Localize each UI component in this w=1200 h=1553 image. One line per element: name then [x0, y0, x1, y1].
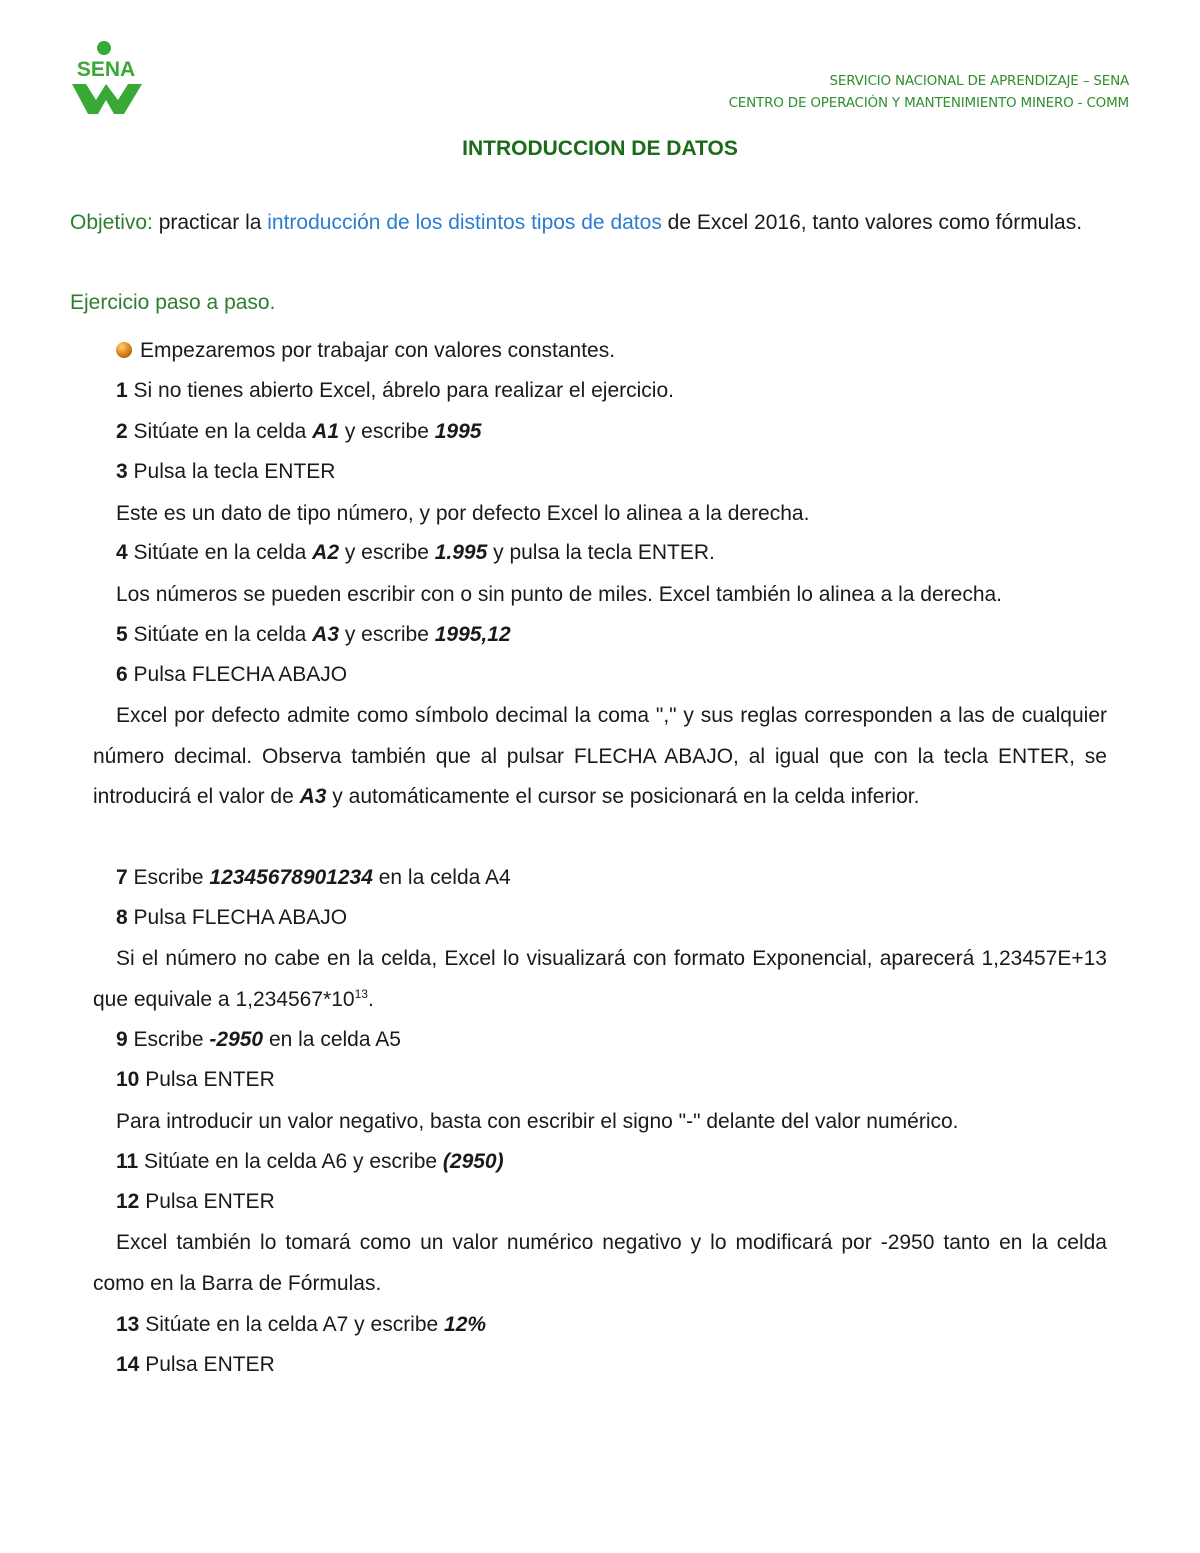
note-12: Excel también lo tomará como un valor numérico negativo y lo modificará por -2950 tanto en la celda como en la Barra de Fórmulas. — [93, 1231, 1107, 1295]
objective-label: Objetivo: — [70, 211, 153, 234]
header-line-2: CENTRO DE OPERACIÓN Y MANTENIMIENTO MINERO - COMM — [728, 95, 1129, 111]
step-10: 10 Pulsa ENTER — [116, 1068, 275, 1091]
step-9: 9 Escribe -2950 en la celda A5 — [116, 1028, 401, 1051]
step-14: 14 Pulsa ENTER — [116, 1353, 275, 1376]
objective-text-1: practicar la — [152, 211, 268, 234]
step-2: 2 Sitúate en la celda A1 y escribe 1995 — [116, 420, 482, 443]
step-7: 7 Escribe 12345678901234 en la celda A4 — [116, 866, 511, 889]
bullet-line — [116, 331, 615, 371]
header-line-1: SERVICIO NACIONAL DE APRENDIZAJE – SENA — [829, 73, 1129, 89]
step-13: 13 Sitúate en la celda A7 y escribe 12% — [116, 1313, 487, 1336]
objective-link[interactable]: introducción de los distintos tipos de datos — [267, 211, 662, 234]
step-12: 12 Pulsa ENTER — [116, 1190, 275, 1213]
note-8: Si el número no cabe en la celda, Excel lo visualizará con formato Exponencial, aparecerá 1,23457E+13 que equivale a $1,234567*10^{13}$. — [93, 947, 1107, 1011]
step-1: 1 Si no tienes abierto Excel, ábrelo para realizar el ejercicio. — [116, 379, 674, 402]
note-10: Para introducir un valor negativo, basta con escribir el signo "-" delante del valor numérico. — [116, 1110, 959, 1133]
step-6: 6 Pulsa FLECHA ABAJO — [116, 663, 348, 686]
note-4: Los números se pueden escribir con o sin punto de miles. Excel también lo alinea a la derecha. — [116, 583, 1003, 606]
bullet-text: Empezaremos por trabajar con valores constantes. — [140, 339, 616, 362]
note-6: Excel por defecto admite como símbolo decimal la coma "," y sus reglas corresponden a las de cualquier número decimal. Observa también que al pulsar FLECHA ABAJO, al igual que con la tecla ENTER, se introducirá el valor de A3 y automáticamente el cursor se posicionará en la celda inferior. — [93, 704, 1107, 808]
step-11: 11 Sitúate en la celda A6 y escribe (2950) — [116, 1150, 504, 1173]
ejercicio-heading: Ejercicio paso a paso. — [70, 291, 276, 314]
institution-header — [729, 70, 1129, 114]
logo-head — [97, 41, 111, 55]
note-3: Este es un dato de tipo número, y por defecto Excel lo alinea a la derecha. — [116, 502, 810, 525]
step-5: 5 Sitúate en la celda A3 y escribe 1995,12 — [116, 623, 511, 646]
logo-text: SENA — [76, 58, 136, 81]
step-8: 8 Pulsa FLECHA ABAJO — [116, 906, 348, 929]
sena-logo — [66, 40, 146, 116]
logo-figure — [72, 84, 142, 114]
step-4: 4 Sitúate en la celda A2 y escribe 1.995 y pulsa la tecla ENTER. — [116, 541, 715, 564]
step-3: 3 Pulsa la tecla ENTER — [116, 460, 336, 483]
objective-text-2: de Excel 2016, tanto valores como fórmulas. — [661, 211, 1083, 234]
objective-paragraph — [70, 203, 1128, 243]
page-title: INTRODUCCION DE DATOS — [462, 137, 738, 160]
bullet-icon — [116, 342, 132, 358]
